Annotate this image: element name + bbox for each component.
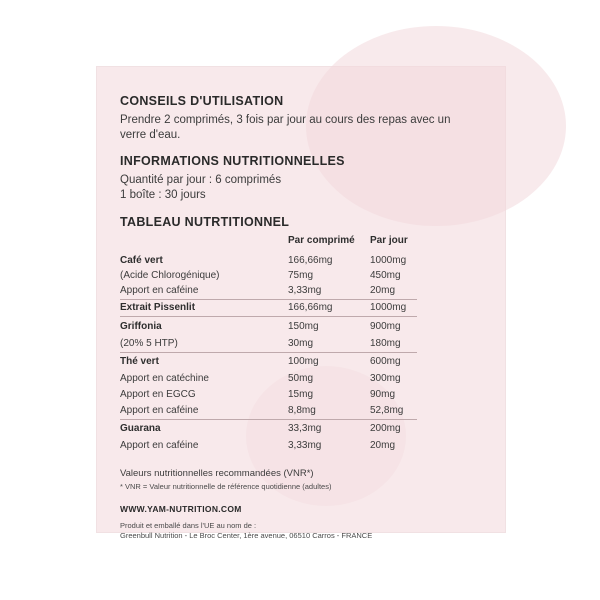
- producer-line-1: Produit et emballé dans l'UE au nom de :: [120, 521, 257, 530]
- table-row: [120, 321, 417, 335]
- table-row: [120, 255, 417, 269]
- ingredient-name: (Acide Chlorogénique): [120, 270, 220, 281]
- vnr-definition: * VNR = Valeur nutritionnelle de référence quotidienne (adultes): [120, 482, 332, 491]
- table-row: [120, 405, 417, 419]
- table-row: [120, 389, 417, 403]
- amount-per-tablet: 15mg: [288, 389, 314, 400]
- table-row: [120, 440, 417, 454]
- table-row: [120, 302, 417, 316]
- table-separator: [120, 299, 417, 300]
- table-row: [120, 338, 417, 352]
- usage-title: CONSEILS D'UTILISATION: [120, 94, 284, 108]
- amount-per-tablet: 3,33mg: [288, 285, 322, 296]
- ingredient-name: Extrait Pissenlit: [120, 302, 196, 313]
- amount-per-day: 900mg: [370, 321, 401, 332]
- producer-line-2: Greenbull Nutrition - Le Broc Center, 1ère avenue, 06510 Carros - FRANCE: [120, 531, 373, 540]
- amount-per-tablet: 75mg: [288, 270, 314, 281]
- amount-per-day: 20mg: [370, 440, 396, 451]
- amount-per-day: 1000mg: [370, 302, 407, 313]
- amount-per-day: 90mg: [370, 389, 396, 400]
- ingredient-name: Apport en EGCG: [120, 389, 196, 400]
- table-row: [120, 423, 417, 437]
- amount-per-day: 300mg: [370, 373, 401, 384]
- amount-per-day: 52,8mg: [370, 405, 404, 416]
- table-separator: [120, 352, 417, 353]
- ingredient-name: Thé vert: [120, 356, 159, 367]
- usage-text-line-1: Prendre 2 comprimés, 3 fois par jour au cours des repas avec un: [120, 114, 451, 126]
- ingredient-name: Griffonia: [120, 321, 162, 332]
- table-row: [120, 270, 417, 284]
- ingredient-name: Guarana: [120, 423, 161, 434]
- ingredient-name: Apport en catéchine: [120, 373, 209, 384]
- amount-per-tablet: 166,66mg: [288, 302, 333, 313]
- ingredient-name: Apport en caféine: [120, 440, 199, 451]
- amount-per-day: 450mg: [370, 270, 401, 281]
- amount-per-tablet: 150mg: [288, 321, 319, 332]
- nutrition-table-title: TABLEAU NUTRTITIONNEL: [120, 215, 290, 229]
- vnr-note: Valeurs nutritionnelles recommandées (VNR*): [120, 468, 314, 479]
- table-separator: [120, 419, 417, 420]
- amount-per-day: 600mg: [370, 356, 401, 367]
- amount-per-day: 200mg: [370, 423, 401, 434]
- amount-per-tablet: 3,33mg: [288, 440, 322, 451]
- box-duration-text: 1 boîte : 30 jours: [120, 189, 206, 201]
- table-row: [120, 356, 417, 370]
- header-per-tablet: Par comprimé: [288, 235, 355, 246]
- amount-per-day: 1000mg: [370, 255, 407, 266]
- table-row: [120, 285, 417, 299]
- amount-per-tablet: 166,66mg: [288, 255, 333, 266]
- usage-text-line-2: verre d'eau.: [120, 129, 181, 141]
- ingredient-name: (20% 5 HTP): [120, 338, 178, 349]
- amount-per-day: 180mg: [370, 338, 401, 349]
- ingredient-name: Apport en caféine: [120, 405, 199, 416]
- product-label-panel: [96, 66, 506, 540]
- ingredient-name: Apport en caféine: [120, 285, 199, 296]
- amount-per-tablet: 100mg: [288, 356, 319, 367]
- table-separator: [120, 316, 417, 317]
- amount-per-day: 20mg: [370, 285, 396, 296]
- amount-per-tablet: 30mg: [288, 338, 314, 349]
- table-row: [120, 373, 417, 387]
- nutrition-info-title: INFORMATIONS NUTRITIONNELLES: [120, 154, 345, 168]
- header-per-day: Par jour: [370, 235, 408, 246]
- amount-per-tablet: 8,8mg: [288, 405, 316, 416]
- ingredient-name: Café vert: [120, 255, 163, 266]
- amount-per-tablet: 50mg: [288, 373, 314, 384]
- daily-quantity-text: Quantité par jour : 6 comprimés: [120, 174, 282, 186]
- website-url: WWW.YAM-NUTRITION.COM: [120, 504, 242, 514]
- amount-per-tablet: 33,3mg: [288, 423, 322, 434]
